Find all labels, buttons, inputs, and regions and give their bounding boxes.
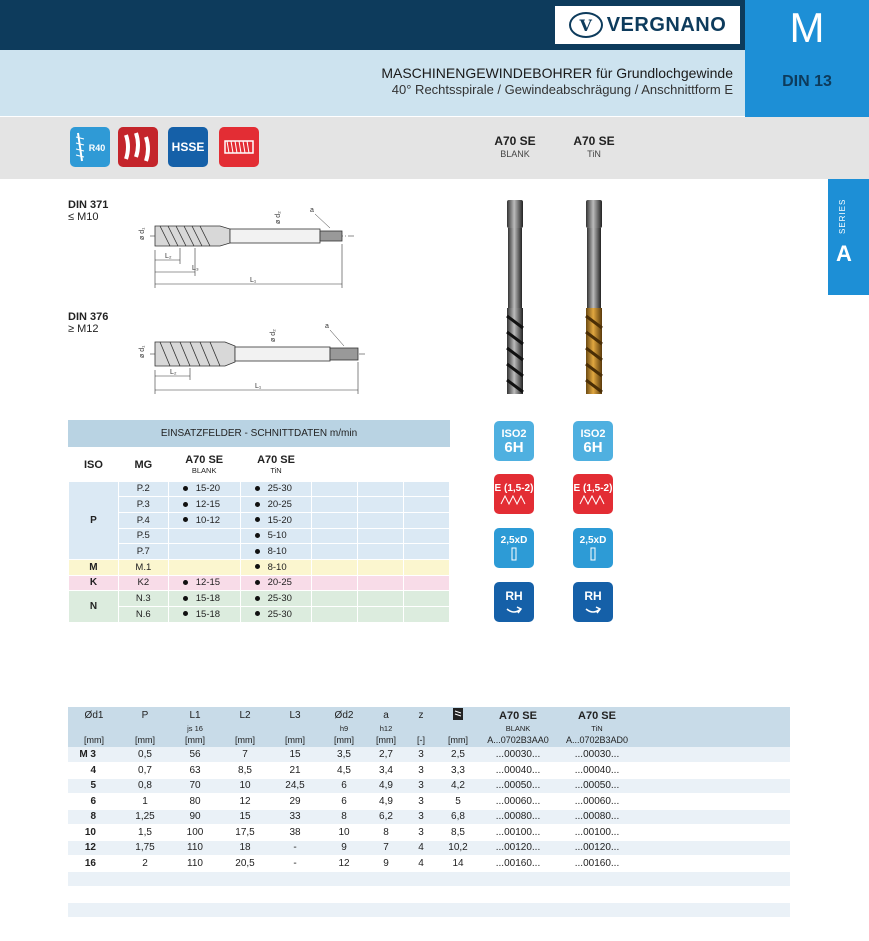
product-coating: BLANK — [500, 149, 530, 159]
din376-title: DIN 376 — [68, 311, 109, 323]
svg-text:L₂: L₂ — [170, 369, 177, 376]
einsatz-title: EINSATZFELDER - SCHNITTDATEN m/min — [68, 420, 450, 447]
table-row: P.3 12-15 20-25 — [69, 497, 450, 513]
dimensions-table: Ød1 P L1 L2 L3 Ød2 a z A70 SE A70 SE js 16 h9 h12 BLANK TiN [mm] [mm] [mm] [mm] [mm] [mm] [mm] [-] [mm] A...0702B3AA0 A...0702B3AD0 M 3 0,5 56 7 15 3,5 2,7 3 2,5 ...00030... ...00030... 4 0,7 63 8,5 21 4,5 3,4 3 3,3 ...00040... ...00040... 5 0,8 70 10 24,5 6 4,9 3 4,2 ...00050... ...00050... 6 1 80 12 29 6 4,9 3 5 ...00060... ...00060... 8 1,25 90 15 33 8 6,2 3 6,8 ...00080... ...00080... 10 1,5 100 17,5 38 10 8 3 8,5 ...00100... ...00100... 12 1,75 110 18 - 9 7 4 10,2 ...00120... ...00120... 16 2 110 20,5 - 12 9 4 14 ...00160... ...00160... — [68, 707, 790, 918]
din376-drawing — [130, 312, 370, 402]
chamfer-form-badge: E (1,5-2) — [494, 474, 534, 514]
table-row: 4 0,7 63 8,5 21 4,5 3,4 3 3,3 ...00040... ...00040... — [68, 763, 790, 779]
r40-icon — [70, 127, 110, 167]
col-d1: Ød1 — [68, 707, 120, 724]
svg-text:ø d₁: ø d₁ — [139, 227, 146, 240]
table-row: 12 1,75 110 18 - 9 7 4 10,2 ...00120... ...00120... — [68, 840, 790, 856]
table-row: 16 2 110 20,5 - 12 9 4 14 ...00160... ...00160... — [68, 856, 790, 872]
svg-text:a: a — [310, 207, 314, 214]
col-iso: ISO — [83, 458, 103, 471]
table-row: P.7 8-10 — [69, 544, 450, 560]
col-a: a — [368, 707, 404, 724]
iso-tolerance-badge: ISO2 6H — [494, 421, 534, 461]
col-product-blank: A70 SE BLANK — [185, 454, 224, 476]
table-row: 10 1,5 100 17,5 38 10 8 3 8,5 ...00100... ...00100... — [68, 825, 790, 841]
product-header-blank — [475, 134, 555, 159]
table-row-empty — [68, 871, 790, 887]
series-label: SERIES — [838, 198, 847, 234]
col-l3: L3 — [270, 707, 320, 724]
page-title: MASCHINENGEWINDEBOHRER für Grundlochgewinde — [381, 65, 733, 81]
svg-text:L₂: L₂ — [165, 253, 172, 260]
page-subtitle: 40° Rechtsspirale / Gewindeabschrägung / Anschnittform E — [391, 82, 733, 97]
series-tab — [828, 179, 869, 295]
chip-icon — [118, 127, 158, 167]
din371-title: DIN 371 — [68, 199, 109, 211]
col-d2: Ød2 — [320, 707, 368, 724]
chamfer-form-badge: E (1,5-2) — [573, 474, 613, 514]
svg-text:R40: R40 — [88, 143, 106, 153]
table-row: K K2 12-15 20-25 — [69, 575, 450, 591]
tap-image-tin — [576, 198, 612, 398]
svg-text:a: a — [325, 323, 329, 330]
table-row: N.6 15-18 25-30 — [69, 607, 450, 623]
product-coating: TiN — [587, 149, 601, 159]
brand-emblem-icon: V — [569, 12, 603, 38]
din371-drawing — [130, 198, 360, 293]
iso-tolerance-badge: ISO2 6H — [573, 421, 613, 461]
col-z: z — [404, 707, 438, 724]
product-header-tin — [554, 134, 634, 159]
right-hand-badge: RH — [573, 582, 613, 622]
tap-image-blank — [497, 198, 533, 398]
brand-logo — [555, 6, 740, 44]
svg-text:L₁: L₁ — [255, 383, 262, 390]
category-letter: M — [789, 4, 825, 51]
table-row: M 3 0,5 56 7 15 3,5 2,7 3 2,5 ...00030... ...00030... — [68, 747, 790, 763]
table-row: N N.3 15-18 25-30 — [69, 591, 450, 607]
right-hand-badge: RH — [494, 582, 534, 622]
table-row: P.4 10-12 15-20 — [69, 512, 450, 528]
einsatz-table — [68, 449, 450, 623]
din-standard: DIN 13 — [782, 73, 832, 90]
svg-text:ø d₁: ø d₁ — [139, 345, 146, 358]
col-product-blank: A70 SE — [478, 707, 558, 724]
drill-icon — [438, 707, 478, 724]
depth-badge: 2,5xD — [494, 528, 534, 568]
category-box — [745, 0, 869, 117]
table-row: M M.1 8-10 — [69, 559, 450, 575]
col-pitch: P — [120, 707, 170, 724]
din376-label — [68, 311, 108, 335]
product-name: A70 SE — [573, 134, 615, 148]
table-row-empty — [68, 902, 790, 918]
din376-range: ≥ M12 — [68, 323, 99, 335]
svg-text:ø d₂: ø d₂ — [270, 329, 277, 342]
svg-text:L₃: L₃ — [192, 265, 199, 272]
table-row: 8 1,25 90 15 33 8 6,2 3 6,8 ...00080... ...00080... — [68, 809, 790, 825]
brand-name: VERGNANO — [606, 13, 727, 36]
din371-range: ≤ M10 — [68, 211, 99, 223]
col-l1: L1 — [170, 707, 220, 724]
col-product-tin: A70 SE — [558, 707, 636, 724]
depth-badge: 2,5xD — [573, 528, 613, 568]
product-name: A70 SE — [494, 134, 536, 148]
col-mg: MG — [134, 458, 153, 471]
hsse-icon: HSSE — [168, 127, 208, 167]
table-row: P P.2 15-20 25-30 — [69, 481, 450, 497]
din371-label — [68, 199, 108, 223]
col-l2: L2 — [220, 707, 270, 724]
table-row: P.5 5-10 — [69, 528, 450, 544]
series-letter: A — [836, 241, 852, 266]
svg-text:ø d₂: ø d₂ — [275, 211, 282, 224]
table-row-empty — [68, 887, 790, 903]
table-row: 5 0,8 70 10 24,5 6 4,9 3 4,2 ...00050... ...00050... — [68, 778, 790, 794]
thread-icon — [219, 127, 259, 167]
table-row: 6 1 80 12 29 6 4,9 3 5 ...00060... ...00060... — [68, 794, 790, 810]
col-product-tin: A70 SE TiN — [257, 454, 295, 476]
svg-text:L₁: L₁ — [250, 277, 257, 284]
